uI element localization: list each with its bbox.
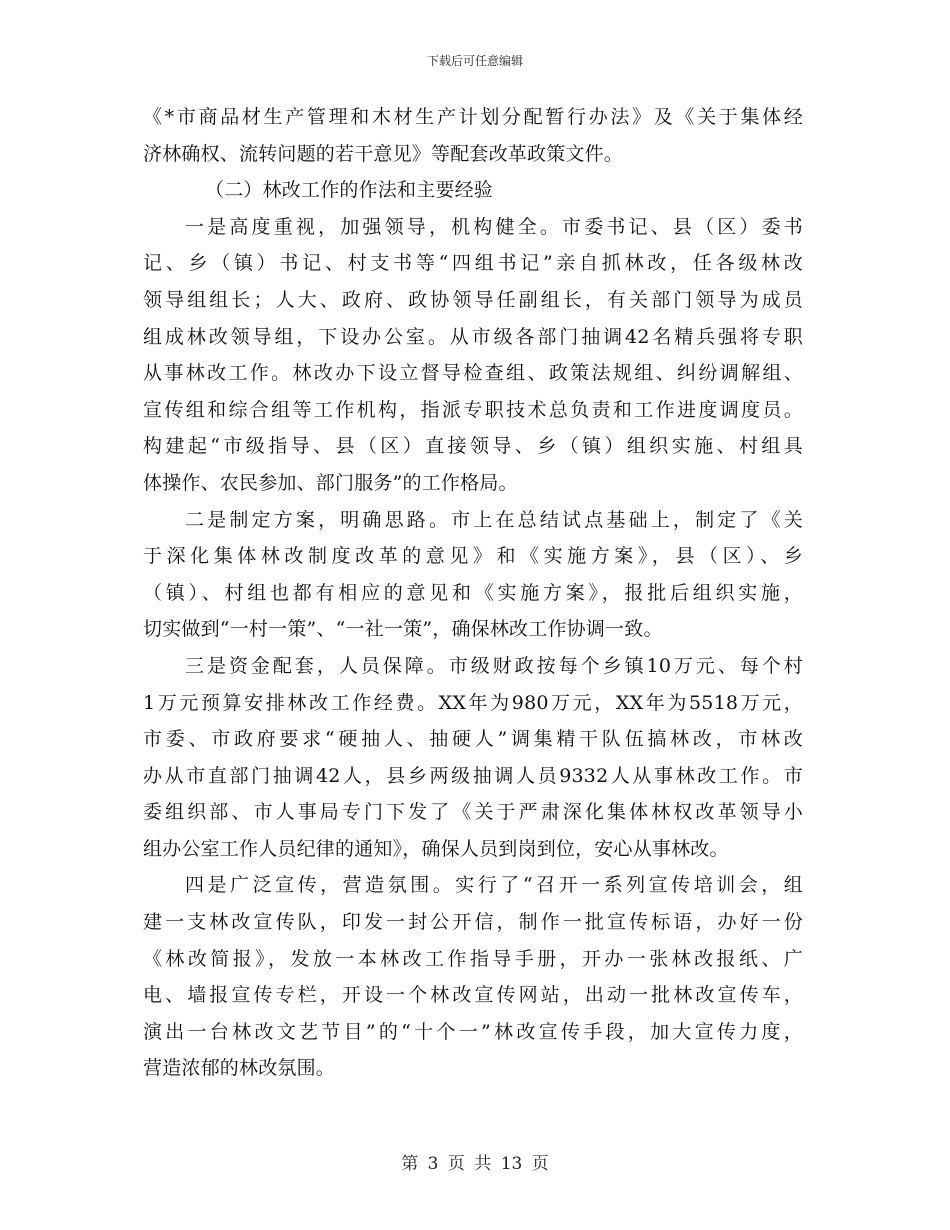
text-line: 演出一台林改文艺节目”的“十个一”林改宣传手段，加大宣传力度，: [143, 1020, 803, 1043]
text-line: 一是高度重视，加强领导，机构健全。市委书记、县（区）委书: [185, 215, 803, 238]
text-line: 构建起“市级指导、县（区）直接领导、乡（镇）组织实施、村组具: [143, 435, 803, 458]
text-line: 办从市直部门抽调42人，县乡两级抽调人员9332人从事林改工作。市: [143, 764, 803, 787]
page-number-footer: 第 3 页 共 13 页: [401, 1154, 549, 1174]
text-line: 济林确权、流转问题的若干意见》等配套改革政策文件。: [143, 142, 624, 165]
text-line: 从事林改工作。林改办下设立督导检查组、政策法规组、纠纷调解组、: [143, 362, 803, 385]
text-line: 委组织部、市人事局专门下发了《关于严肃深化集体林权改革领导小: [143, 801, 803, 824]
text-line: 1万元预算安排林改工作经费。XX年为980万元，XX年为5518万元，: [143, 691, 803, 714]
text-line: 二是制定方案，明确思路。市上在总结试点基础上，制定了《关: [185, 508, 803, 531]
text-line: （镇）、村组也都有相应的意见和《实施方案》，报批后组织实施，: [143, 581, 803, 604]
text-line: 《*市商品材生产管理和木材生产计划分配暂行办法》及《关于集体经: [143, 106, 803, 128]
document-body: [143, 99, 803, 1087]
section-heading: （二）林改工作的作法和主要经验: [205, 179, 494, 202]
text-line: 组成林改领导组，下设办公室。从市级各部门抽调42名精兵强将专职: [143, 325, 803, 348]
text-line: 于深化集体林改制度改革的意见》和《实施方案》，县（区）、乡: [143, 545, 803, 568]
text-line: 切实做到“一村一策”、“一社一策”，确保林改工作协调一致。: [143, 618, 663, 641]
text-line: 四是广泛宣传，营造氛围。实行了“召开一系列宣传培训会，组: [185, 874, 803, 897]
text-line: 领导组组长；人大、政府、政协领导任副组长，有关部门领导为成员: [143, 288, 803, 311]
text-line: 记、乡（镇）书记、村支书等“四组书记”亲自抓林改，任各级林改: [143, 252, 803, 275]
text-line: 建一支林改宣传队，印发一封公开信，制作一批宣传标语，办好一份: [143, 911, 803, 934]
text-line: 三是资金配套，人员保障。市级财政按每个乡镇10万元、每个村: [185, 654, 803, 677]
page-header: 下载后可任意编辑: [426, 54, 523, 68]
text-line: 电、墙报宣传专栏，开设一个林改宣传网站，出动一批林改宣传车，: [143, 984, 803, 1007]
text-line: 宣传组和综合组等工作机构，指派专职技术总负责和工作进度调度员。: [143, 398, 803, 421]
text-line: 体操作、农民参加、部门服务”的工作格局。: [143, 471, 518, 494]
text-line: 市委、市政府要求“硬抽人、抽硬人”调集精干队伍搞林改，市林改: [143, 728, 803, 751]
text-line: 组办公室工作人员纪律的通知》，确保人员到岗到位，安心从事林改。: [143, 837, 729, 860]
text-line: 营造浓郁的林改氛围。: [143, 1057, 336, 1080]
text-line: 《林改简报》，发放一本林改工作指导手册，开办一张林改报纸、广: [143, 947, 803, 970]
